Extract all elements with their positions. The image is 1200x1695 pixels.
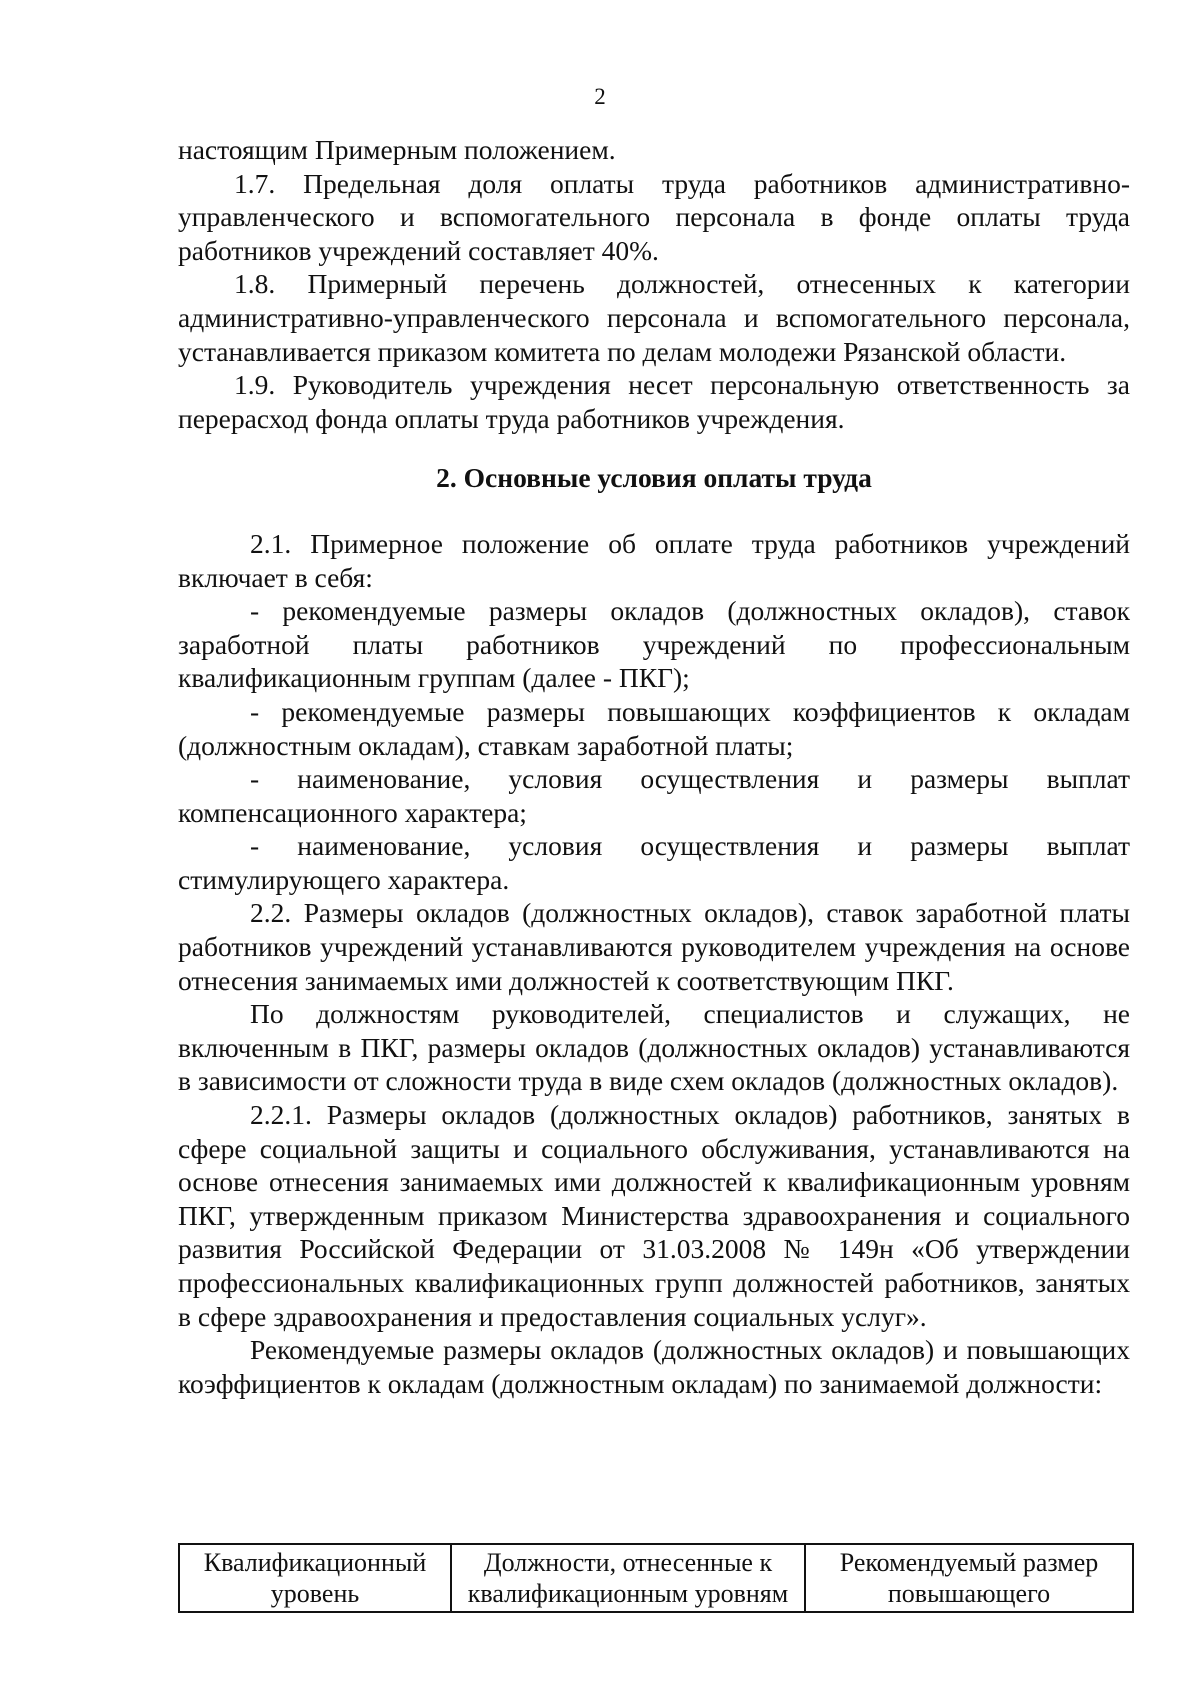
page-number: 2 [594,84,606,109]
list-item: - наименование, условия осуществления и размеры выплат стимулирующего характера. [178,830,1130,895]
paragraph-1-7: 1.7. Предельная доля оплаты труда работников административно-управленческого и вспомогательного персонала в фонде оплаты труда работников учреждений составляет 40%. [178,167,1130,266]
table-header-row [179,1544,1133,1612]
table-header-cell: Рекомендуемый размер повышающего [805,1544,1133,1612]
paragraph-1-9: 1.9. Руководитель учреждения несет персональную ответственность за перерасход фонда оплаты труда работников учреждения. [178,369,1130,434]
table-header-cell: Квалификационный уровень [179,1544,451,1612]
qualification-table [178,1543,1134,1613]
document-body [178,133,1130,1400]
section-title: 2. Основные условия оплаты труда [436,462,872,494]
paragraph-2-2: 2.2. Размеры окладов (должностных окладов), ставок заработной платы работников учреждений устанавливаются руководителем учреждения на основе отнесения занимаемых ими должностей к соответствующим ПКГ. [178,897,1130,996]
paragraph-2-2-1: 2.2.1. Размеры окладов (должностных окладов) работников, занятых в сфере социальной защиты и социального обслуживания, устанавливаются на основе отнесения занимаемых ими должностей к квалификационным уровням ПКГ, утвержденным приказом Министерства здравоохранения и социального развития Российской Федерации от 31.03.2008 № 149н «Об утверждении профессиональных квалификационных групп должностей работников, занятых в сфере здравоохранения и предоставления социальных услуг». [178,1099,1130,1332]
list-item: - рекомендуемые размеры повышающих коэффициентов к окладам (должностным окладам), ставкам заработной платы; [178,695,1130,761]
paragraph-continuation: настоящим Примерным положением. [178,134,616,165]
paragraph-1-8: 1.8. Примерный перечень должностей, отнесенных к категории административно-управленческого персонала и вспомогательного персонала, устанавливается приказом комитета по делам молодежи Рязанской области. [178,268,1130,367]
paragraph-2-1: 2.1. Примерное положение об оплате труда работников учреждений включает в себя: [178,527,1130,593]
table-header-cell: Должности, отнесенные к квалификационным уровням [451,1544,805,1612]
list-item: - наименование, условия осуществления и размеры выплат компенсационного характера; [178,763,1130,828]
paragraph-not-in-pkg: По должностям руководителей, специалистов и служащих, не включенным в ПКГ, размеры окладов (должностных окладов) устанавливаются в зависимости от сложности труда в виде схем окладов (должностных окладов). [178,998,1130,1097]
paragraph-recommended-sizes: Рекомендуемые размеры окладов (должностных окладов) и повышающих коэффициентов к окладам (должностным окладам) по занимаемой должности: [178,1334,1130,1399]
list-item: - рекомендуемые размеры окладов (должностных окладов), ставок заработной платы работников учреждений по профессиональным квалификационным группам (далее - ПКГ); [178,595,1130,694]
